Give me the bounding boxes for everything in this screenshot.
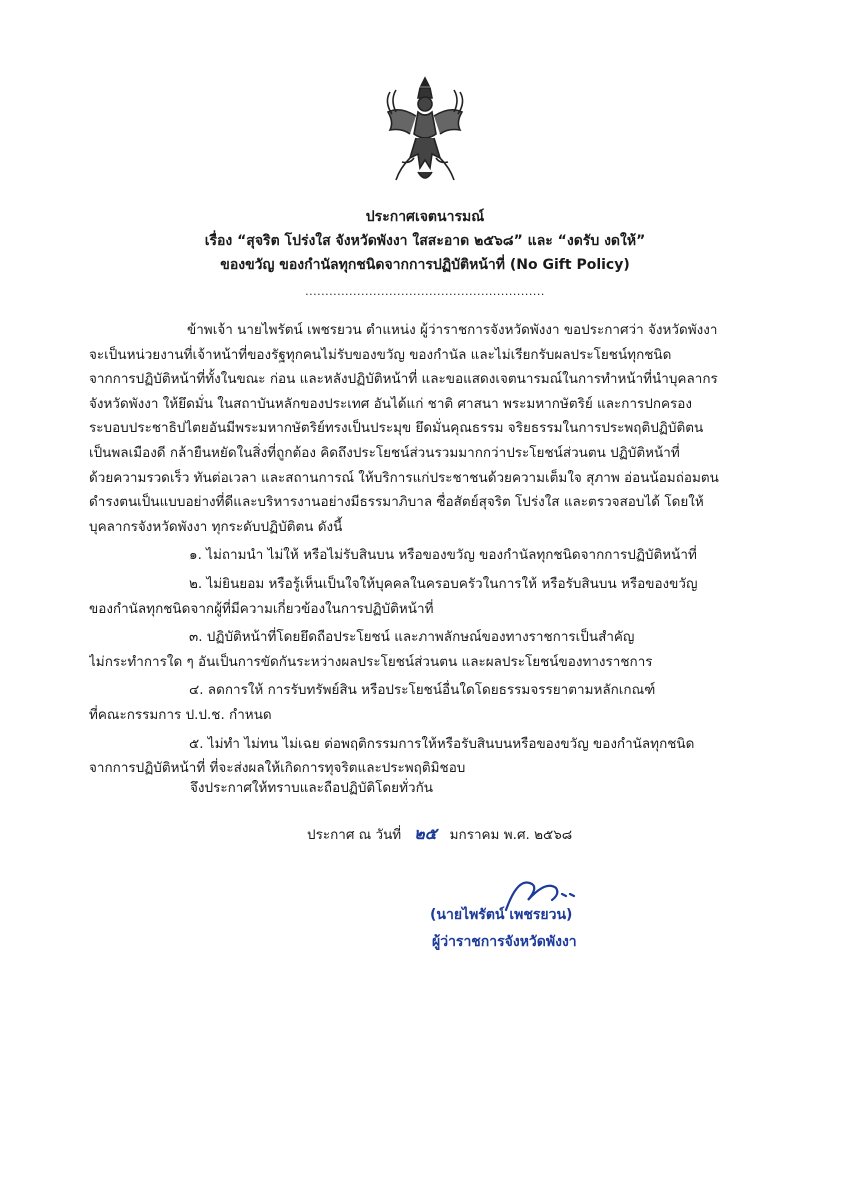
closing-statement: จึงประกาศให้ทราบและถือปฏิบัติโดยทั่วกัน xyxy=(190,780,433,796)
list-item-text: ของกำนัลทุกชนิดจากผู้ที่มีความเกี่ยวข้องในการปฏิบัติหน้าที่ xyxy=(89,600,434,617)
date-prefix: ประกาศ ณ วันที่ xyxy=(307,827,402,843)
intro-line: ดำรงตนเป็นแบบอย่างที่ดีและบริหารงานอย่างมีธรรมาภิบาล ซื่อสัตย์สุจริต โปร่งใส และตรวจสอบได้ โดยให้ xyxy=(89,494,704,511)
list-item-3 xyxy=(89,625,765,674)
list-item-text: ๒. ไม่ยินยอม หรือรู้เห็นเป็นใจให้บุคคลในครอบครัวในการให้ หรือรับสินบน หรือของขวัญ xyxy=(189,575,698,592)
date-day: ๒๕ xyxy=(414,824,437,843)
document-subject: เรื่อง “สุจริต โปร่งใส จังหวัดพังงา ใสสะอาด ๒๕๖๘” และ “งดรับ งดให้” xyxy=(204,233,646,249)
list-item-1 xyxy=(137,543,765,568)
separator-dots: ............................................................ xyxy=(305,285,545,298)
signatory-name: (นายไพรัตน์ เพชรยวน) xyxy=(430,907,573,923)
intro-line: ระบอบประชาธิปไตยอันมีพระมหากษัตริย์ทรงเป็นประมุข ยึดมั่นคุณธรรม จริยธรรมในการประพฤติปฏิบัติตน xyxy=(89,420,704,437)
intro-line: ด้วยความรวดเร็ว ทันต่อเวลา และสถานการณ์ ให้บริการแก่ประชาชนด้วยความเต็มใจ สุภาพ อ่อนน้อมถ่อมตน xyxy=(89,469,719,486)
signatory-position: ผู้ว่าราชการจังหวัดพังงา xyxy=(432,934,577,950)
intro-line: เป็นพลเมืองดี กล้ายืนหยัดในสิ่งที่ถูกต้อง คิดถึงประโยชน์ส่วนรวมมากกว่าประโยชน์ส่วนตน ปฏิบัติหน้าที่ xyxy=(89,444,680,461)
list-item-text: ที่คณะกรรมการ ป.ป.ช. กำหนด xyxy=(89,706,272,723)
announcement-date xyxy=(307,822,572,847)
intro-line: บุคลากรจังหวัดพังงา ทุกระดับปฏิบัติตน ดังนี้ xyxy=(89,518,343,535)
list-item-text: ไม่กระทำการใด ๆ อันเป็นการขัดกันระหว่างผลประโยชน์ส่วนตน และผลประโยชน์ของทางราชการ xyxy=(89,653,653,670)
list-item-5 xyxy=(89,732,765,781)
list-item-text: ๑. ไม่ถามนำ ไม่ให้ หรือไม่รับสินบน หรือของขวัญ ของกำนัลทุกชนิดจากการปฏิบัติหน้าที่ xyxy=(189,547,697,564)
intro-line: จังหวัดพังงา ให้ยึดมั่น ในสถาบันหลักของประเทศ อันได้แก่ ชาติ ศาสนา พระมหากษัตริย์ และการปกครอง xyxy=(89,395,692,412)
document-title: ประกาศเจตนารมณ์ xyxy=(365,209,485,225)
intro-line: จะเป็นหน่วยงานที่เจ้าหน้าที่ของรัฐทุกคนไม่รับของขวัญ ของกำนัล และไม่เรียกรับผลประโยชน์ทุกชนิด xyxy=(89,346,672,363)
list-item-4 xyxy=(89,678,765,727)
list-item-text: ๓. ปฏิบัติหน้าที่โดยยึดถือประโยชน์ และภาพลักษณ์ของทางราชการเป็นสำคัญ xyxy=(189,629,635,646)
list-item-2 xyxy=(89,572,765,621)
list-item-text: ๕. ไม่ทำ ไม่ทน ไม่เฉย ต่อพฤติกรรมการให้หรือรับสินบนหรือของขวัญ ของกำนัลทุกชนิด xyxy=(189,735,695,752)
intro-paragraph xyxy=(89,318,765,539)
garuda-emblem-icon xyxy=(380,72,470,192)
date-month-year: มกราคม พ.ศ. ๒๕๖๘ xyxy=(449,827,573,843)
title-block xyxy=(80,205,770,301)
intro-line: ข้าพเจ้า นายไพรัตน์ เพชรยวน ตำแหน่ง ผู้ว่าราชการจังหวัดพังงา ขอประกาศว่า จังหวัดพังงา xyxy=(187,322,718,338)
document-subject-continued: ของขวัญ ของกำนัลทุกชนิดจากการปฏิบัติหน้าที่ (No Gift Policy) xyxy=(220,257,630,273)
list-item-text: จากการปฏิบัติหน้าที่ ที่จะส่งผลให้เกิดการทุจริตและประพฤติมิชอบ xyxy=(89,760,466,777)
intro-line: จากการปฏิบัติหน้าที่ทั้งในขณะ ก่อน และหลังปฏิบัติหน้าที่ และขอแสดงเจตนารมณ์ในการทำหน้าที่นำบุคลากร xyxy=(89,371,718,388)
document-body xyxy=(89,318,765,781)
list-item-text: ๔. ลดการให้ การรับทรัพย์สิน หรือประโยชน์อื่นใดโดยธรรมจรรยาตามหลักเกณฑ์ xyxy=(189,682,656,699)
